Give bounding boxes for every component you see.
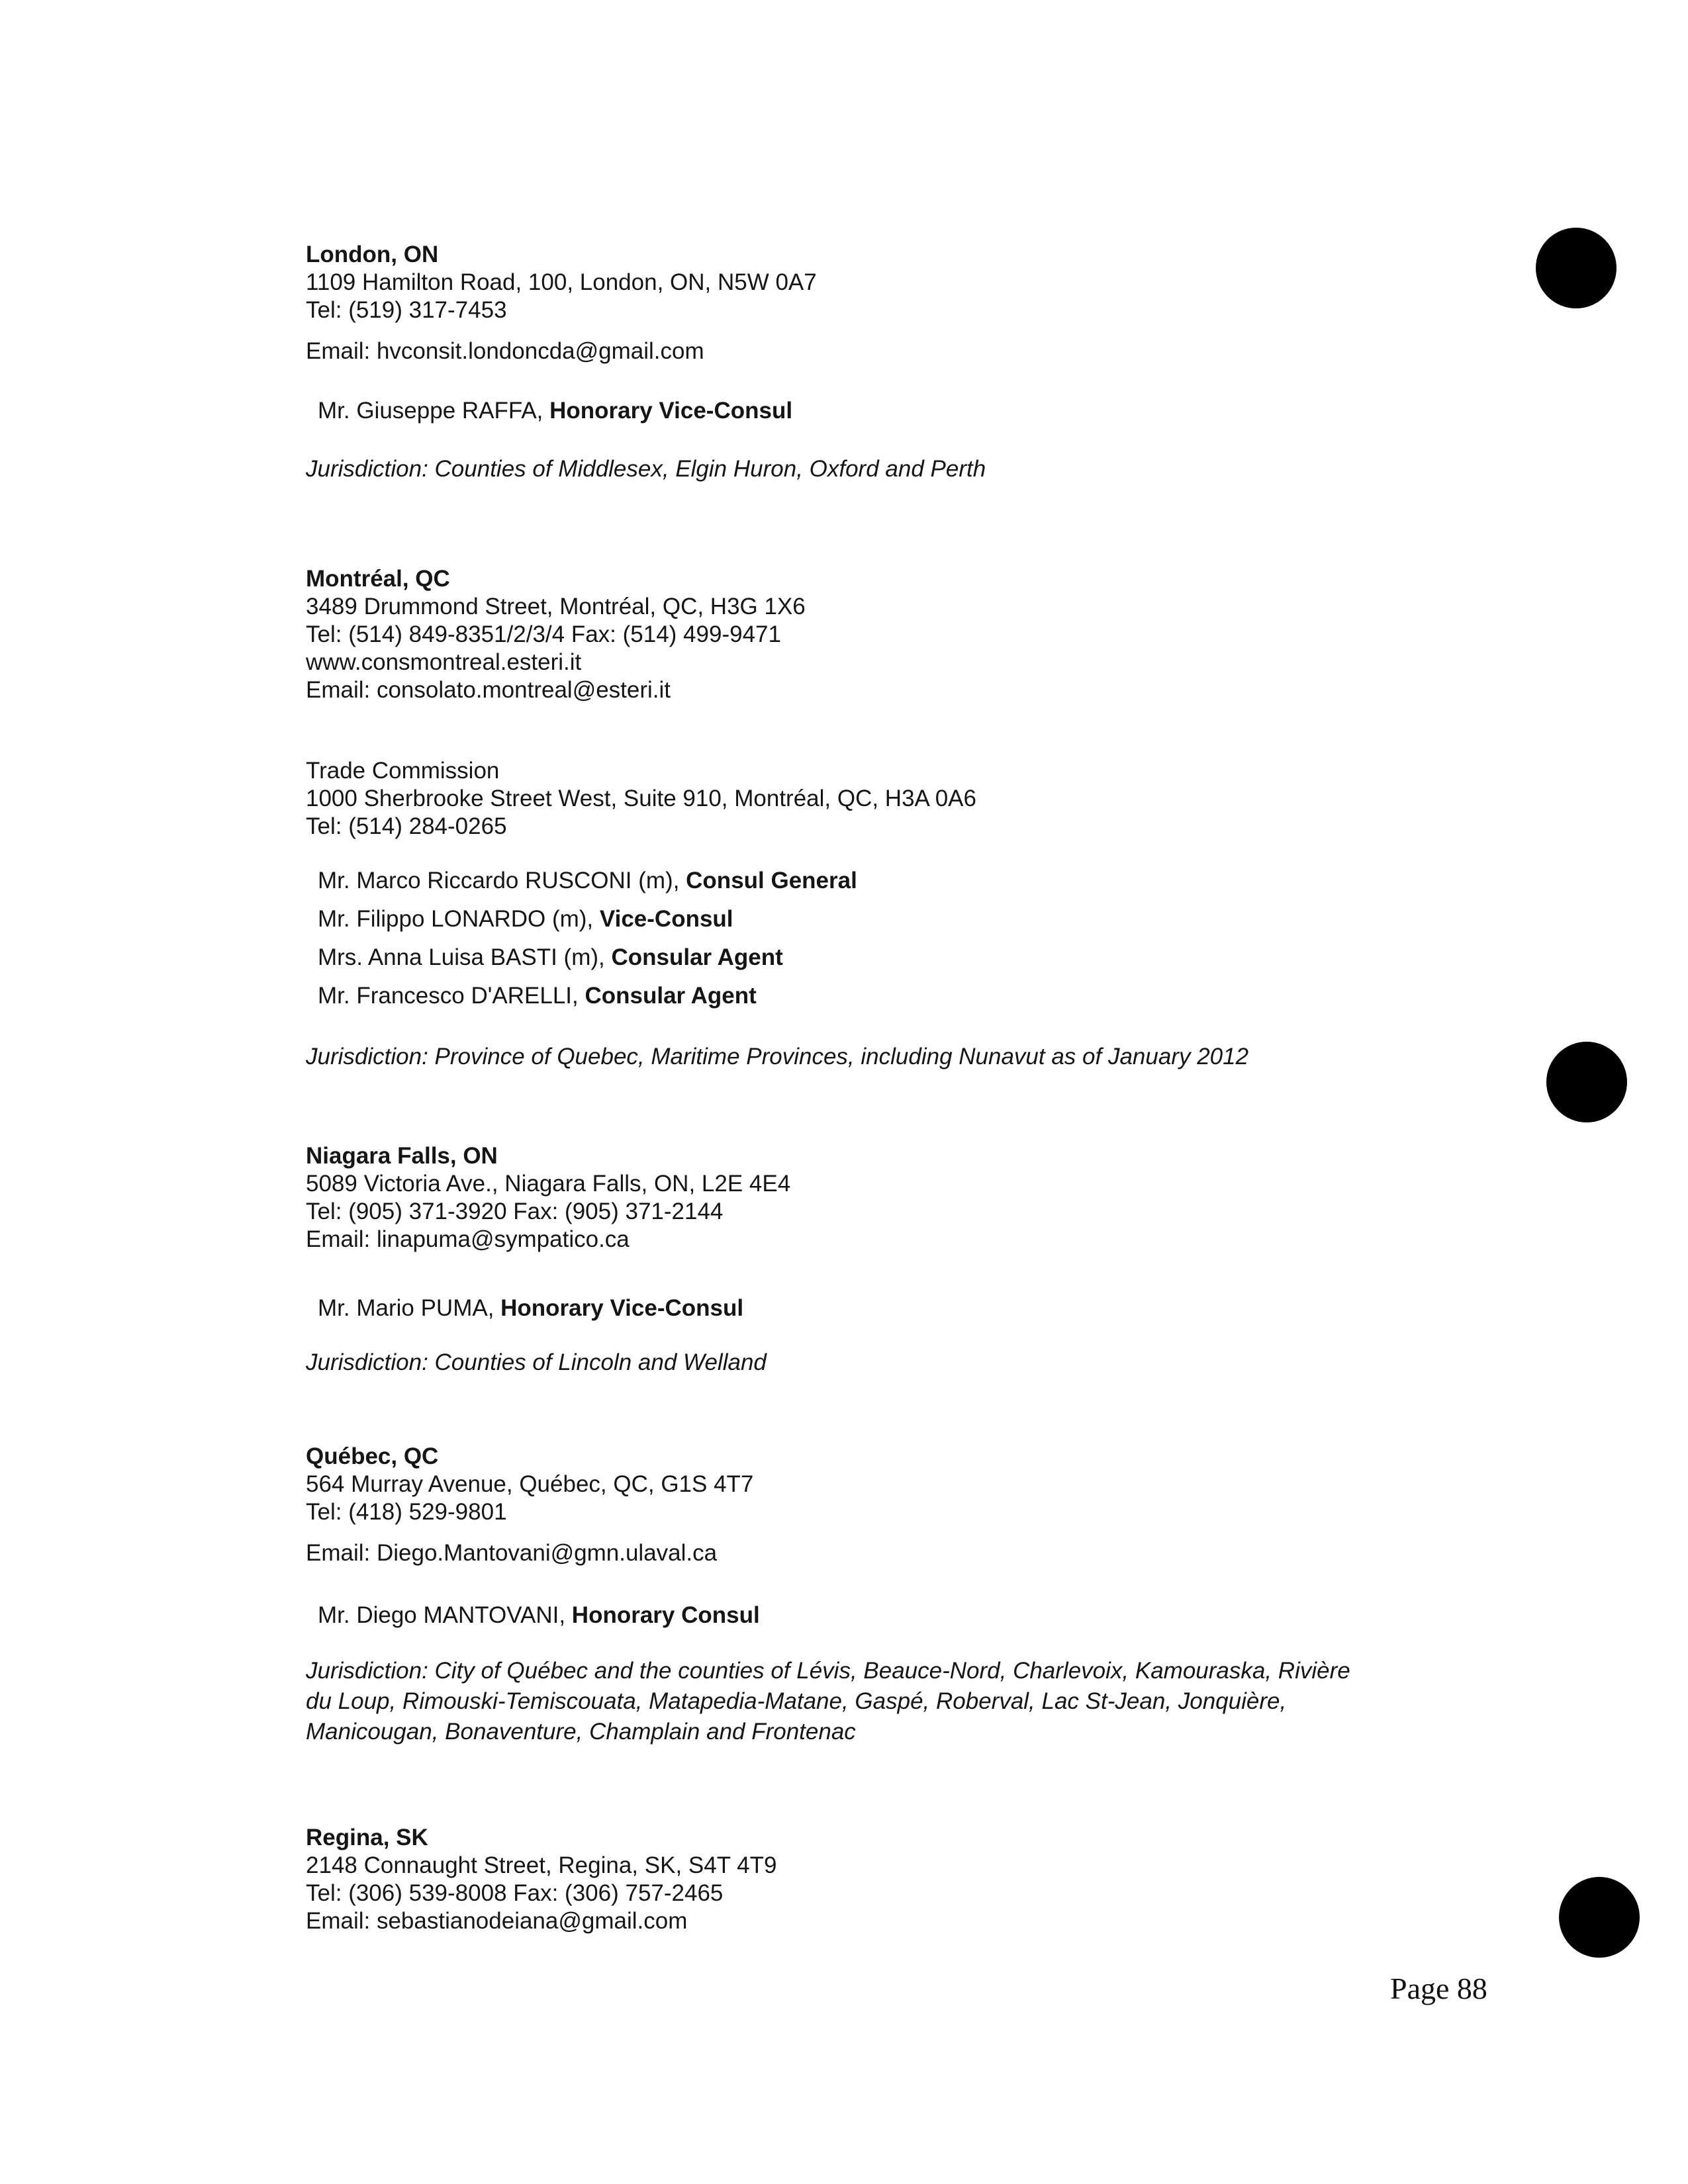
official-name: Mr. Giuseppe RAFFA, — [318, 398, 550, 424]
jurisdiction-label: Jurisdiction: — [306, 456, 428, 482]
address: 5089 Victoria Ave., Niagara Falls, ON, L2E 4E4 — [306, 1171, 791, 1197]
jurisdiction-label: Jurisdiction: — [306, 1349, 428, 1375]
jurisdiction-text: Counties of Lincoln and Welland — [428, 1349, 767, 1375]
consulate-entry-quebec — [306, 1443, 1431, 1747]
official — [306, 1289, 1431, 1328]
email: Email: Diego.Mantovani@gmn.ulaval.ca — [306, 1540, 718, 1566]
official-name: Mr. Diego MANTOVANI, — [318, 1602, 572, 1628]
punch-hole — [1536, 228, 1617, 308]
official-title: Consular Agent — [611, 944, 783, 970]
address: 564 Murray Avenue, Québec, QC, G1S 4T7 — [306, 1471, 754, 1497]
city-heading: Regina, SK — [306, 1825, 428, 1850]
jurisdiction-text: City of Québec and the counties of Lévis, Beauce-Nord, Charlevoix, Kamouraska, Rivière du Loup, Rimouski-Temiscouata, Matapedia-Matane, Gaspé, Roberval, Lac St-Jean, Jonquière, Manicougan, Bonaventure, Champlain and Frontenac — [306, 1658, 1350, 1745]
jurisdiction — [306, 1656, 1352, 1747]
telephone: Tel: (306) 539-8008 Fax: (306) 757-2465 — [306, 1880, 724, 1906]
email: Email: sebastianodeiana@gmail.com — [306, 1908, 688, 1934]
city-heading: Montréal, QC — [306, 566, 450, 592]
official-title: Consul General — [686, 868, 857, 893]
official — [306, 977, 1431, 1015]
email: Email: consolato.montreal@esteri.it — [306, 677, 671, 703]
city-heading: London, ON — [306, 242, 439, 267]
trade-commission-address: 1000 Sherbrooke Street West, Suite 910, Montréal, QC, H3A 0A6 — [306, 786, 976, 811]
jurisdiction-text: Counties of Middlesex, Elgin Huron, Oxford and Perth — [428, 456, 986, 482]
official-name: Mrs. Anna Luisa BASTI (m), — [318, 944, 612, 970]
official — [306, 862, 1431, 900]
trade-commission-name: Trade Commission — [306, 758, 500, 784]
jurisdiction-text: Province of Quebec, Maritime Provinces, including Nunavut as of January 2012 — [428, 1044, 1249, 1069]
official — [306, 938, 1431, 977]
telephone: Tel: (418) 529-9801 — [306, 1499, 507, 1525]
address: 1109 Hamilton Road, 100, London, ON, N5W 0A7 — [306, 269, 817, 295]
official — [306, 1596, 1431, 1635]
consulate-entry-montreal — [306, 565, 1431, 1072]
official-title: Vice-Consul — [599, 906, 733, 932]
address: 3489 Drummond Street, Montréal, QC, H3G 1X6 — [306, 594, 806, 619]
jurisdiction — [306, 454, 1431, 484]
consulate-entry-niagara-falls — [306, 1142, 1431, 1378]
official-name: Mr. Marco Riccardo RUSCONI (m), — [318, 868, 686, 893]
jurisdiction-label: Jurisdiction: — [306, 1658, 428, 1684]
address: 2148 Connaught Street, Regina, SK, S4T 4T9 — [306, 1852, 777, 1878]
telephone: Tel: (519) 317-7453 — [306, 297, 507, 323]
official-name: Mr. Francesco D'ARELLI, — [318, 983, 585, 1009]
official-title: Honorary Consul — [571, 1602, 760, 1628]
official-name: Mr. Filippo LONARDO (m), — [318, 906, 600, 932]
telephone: Tel: (514) 849-8351/2/3/4 Fax: (514) 499-9471 — [306, 621, 781, 647]
official-name: Mr. Mario PUMA, — [318, 1295, 501, 1321]
city-heading: Québec, QC — [306, 1443, 439, 1469]
jurisdiction — [306, 1042, 1431, 1072]
consulate-entry-regina — [306, 1824, 1431, 1935]
punch-hole — [1546, 1042, 1627, 1122]
official-title: Honorary Vice-Consul — [549, 398, 793, 424]
trade-commission-telephone: Tel: (514) 284-0265 — [306, 813, 507, 839]
website: www.consmontreal.esteri.it — [306, 649, 582, 675]
city-heading: Niagara Falls, ON — [306, 1143, 498, 1169]
telephone: Tel: (905) 371-3920 Fax: (905) 371-2144 — [306, 1199, 724, 1224]
email: Email: hvconsit.londoncda@gmail.com — [306, 338, 704, 364]
jurisdiction — [306, 1347, 1431, 1378]
official — [306, 900, 1431, 938]
consulate-entry-london — [306, 241, 1431, 484]
page-number: Page 88 — [1390, 1972, 1487, 2005]
official — [306, 392, 1431, 430]
punch-hole — [1559, 1877, 1640, 1958]
email: Email: linapuma@sympatico.ca — [306, 1226, 630, 1252]
official-title: Consular Agent — [585, 983, 757, 1009]
official-title: Honorary Vice-Consul — [500, 1295, 744, 1321]
jurisdiction-label: Jurisdiction: — [306, 1044, 428, 1069]
